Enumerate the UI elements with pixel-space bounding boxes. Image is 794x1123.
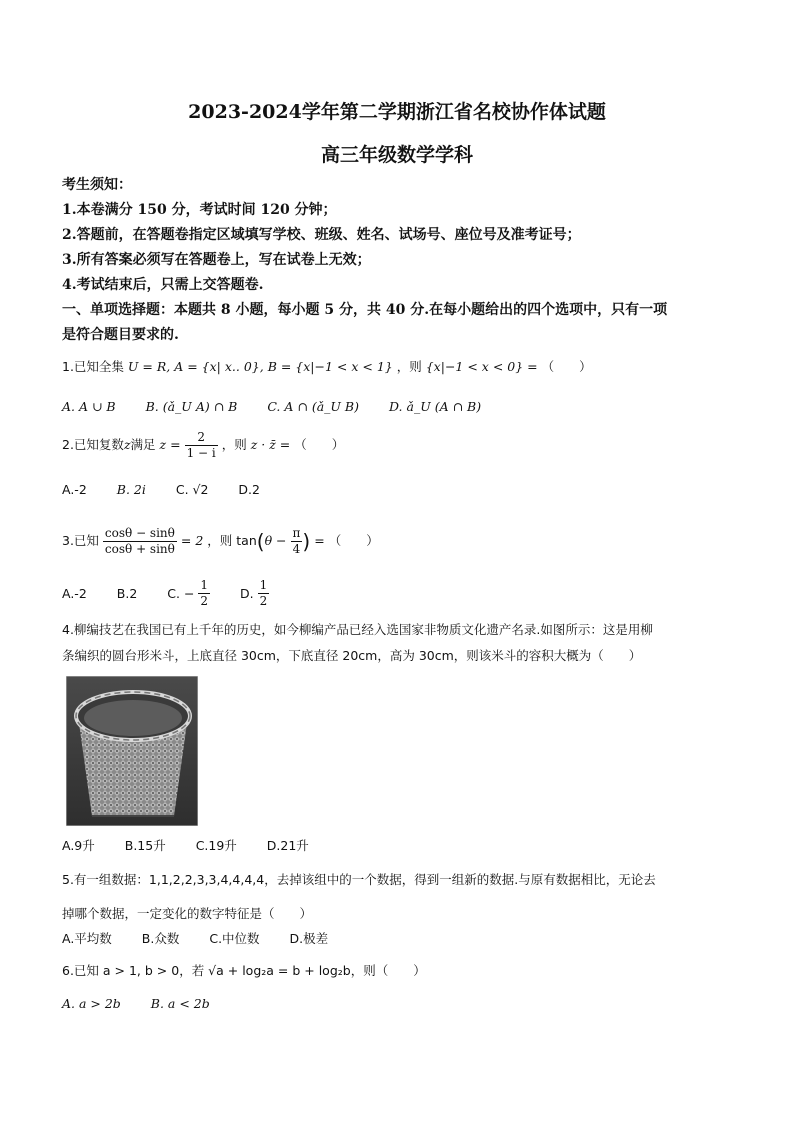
q6-option-b: B. a < 2b — [150, 996, 210, 1011]
q5-options — [62, 929, 354, 947]
q1-expr2: {x|−1 < x < 0} = — [425, 359, 538, 374]
q5-option-a: A.平均数 — [62, 931, 112, 946]
question-2 — [62, 430, 344, 461]
q3-suffix: （ ） — [328, 533, 379, 548]
q3-options — [62, 578, 295, 609]
q2-options — [62, 482, 286, 497]
q3-tail: = — [314, 533, 325, 548]
q3-option-d-den: 2 — [259, 594, 268, 608]
q1-mid: ，则 — [396, 359, 422, 374]
q1-option-a: A. A ∪ B — [62, 399, 116, 414]
q4-option-b: B.15升 — [124, 838, 166, 853]
q3-tan: tan — [236, 533, 257, 548]
q2-denominator: 1 − i — [186, 446, 216, 460]
page-subtitle: 高三年级数学学科 — [320, 144, 473, 166]
q2-expr: z · z̄ = — [250, 437, 291, 452]
q4-option-c: C.19升 — [195, 838, 237, 853]
q1-suffix: （ ） — [541, 359, 592, 374]
notice-item-1: 1.本卷满分 150 分，考试时间 120 分钟； — [62, 202, 337, 218]
question-3: 3.已知 $\frac{\cos\theta - \sin\theta}{\cos\theta + \sin\theta}$ = 2 ，则 tan(θ − $\frac{\pi}{4}$ ) = （ ） — [62, 526, 379, 556]
q2-suffix: （ ） — [294, 437, 345, 452]
q3-numerator: cosθ − sinθ — [104, 526, 175, 540]
q3-pi-fraction — [291, 526, 303, 557]
question-6: 6.已知 a > 1, b > 0，若 √a + log₂a = b + log₂b，则（ ） — [62, 963, 426, 978]
q3-option-b: B.2 — [116, 586, 138, 601]
notice-heading: 考生须知： — [62, 177, 132, 193]
q2-option-a: A.-2 — [62, 482, 87, 497]
q4-option-d: D.21升 — [266, 838, 309, 853]
q3-option-d-num: 1 — [259, 578, 268, 592]
q5-option-c: C.中位数 — [209, 931, 260, 946]
q3-denominator: cosθ + sinθ — [104, 542, 175, 556]
notice-item-3: 3.所有答案必须写在答题卷上，写在试卷上无效； — [62, 252, 371, 268]
q2-option-c: C. √2 — [175, 482, 209, 497]
q2-fraction — [185, 430, 218, 461]
q2-mid: 满足 — [130, 437, 156, 452]
q3-option-c-den: 2 — [200, 594, 209, 608]
notice-item-2: 2.答题前，在答题卷指定区域填写学校、班级、姓名、试场号、座位号及准考证号； — [62, 227, 581, 243]
q5-option-d: D.极差 — [289, 931, 329, 946]
q2-option-d: D.2 — [238, 482, 260, 497]
q3-pi-numerator: π — [292, 526, 301, 540]
q4-option-a: A.9升 — [62, 838, 95, 853]
q3-option-d-fraction — [258, 578, 270, 609]
question-4-line1: 4.柳编技艺在我国已有上千年的历史，如今柳编产品已经入选国家非物质文化遗产名录.如图所示：这是用柳 — [62, 622, 653, 637]
q1-option-d: D. ǎ_U (A ∩ B) — [388, 399, 482, 414]
q2-prefix: 2.已知复数 — [62, 437, 124, 452]
question-1 — [62, 357, 592, 375]
q1-options — [62, 399, 507, 414]
q3-then: ，则 — [207, 533, 233, 548]
q6-option-a: A. a > 2b — [62, 996, 121, 1011]
q1-option-c: C. A ∩ (ǎ_U B) — [267, 399, 359, 414]
q2-option-b: B. 2i — [116, 482, 146, 497]
woven-basket-photo — [66, 676, 198, 826]
q3-eq: = 2 — [180, 533, 204, 548]
q2-numerator: 2 — [185, 430, 218, 446]
q3-option-d — [240, 578, 269, 609]
notice-item-4: 4.考试结束后，只需上交答题卷. — [62, 277, 264, 293]
q3-option-c — [167, 578, 210, 609]
page-title: 2023-2024学年第二学期浙江省名校协作体试题 — [188, 101, 606, 123]
question-4-line2: 条编织的圆台形米斗，上底直径 30cm，下底直径 20cm，高为 30cm，则该米斗的容积大概为（ ） — [62, 648, 642, 663]
q3-option-a: A.-2 — [62, 586, 87, 601]
q2-var: z — [123, 437, 131, 452]
q1-prefix: 1.已知全集 — [62, 359, 124, 374]
q3-option-c-prefix: C. − — [167, 586, 195, 601]
question-5-line2: 掉哪个数据，一定变化的数字特征是（ ） — [62, 906, 313, 921]
q3-prefix: 3.已知 — [62, 533, 99, 548]
q2-lhs: z = — [159, 437, 181, 452]
q1-option-b: B. (ǎ_U A) ∩ B — [145, 399, 238, 414]
q1-expr: U = R, A = {x| x.. 0}, B = {x|−1 < x < 1} — [127, 359, 393, 374]
q4-options — [62, 836, 335, 854]
q3-pi-denominator: 4 — [292, 542, 301, 556]
q3-option-c-fraction — [198, 578, 210, 609]
q2-then: ，则 — [221, 437, 247, 452]
q3-option-d-prefix: D. — [240, 586, 254, 601]
q3-option-c-num: 1 — [200, 578, 209, 592]
q3-fraction — [103, 526, 177, 557]
section-instructions-line2: 是符合题目要求的. — [62, 327, 179, 343]
q5-option-b: B.众数 — [141, 931, 180, 946]
section-instructions-line1: 一、单项选择题：本题共 8 小题，每小题 5 分，共 40 分.在每小题给出的四个选项中，只有一项 — [62, 302, 668, 318]
q6-options — [62, 996, 236, 1011]
question-5-line1: 5.有一组数据：1,1,2,2,3,3,4,4,4,4，去掉该组中的一个数据，得到一组新的数据.与原有数据相比，无论去 — [62, 872, 656, 887]
q3-theta: θ − — [264, 533, 287, 548]
